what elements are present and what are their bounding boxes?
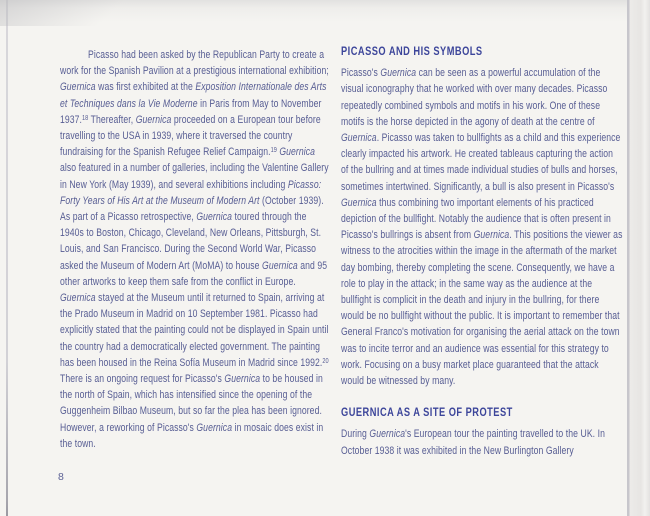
page-right-edge-margin	[627, 0, 650, 516]
section-heading-guernica-as-a-site-of-protest: GUERNICA AS A SITE OF PROTEST	[341, 406, 513, 420]
section-guernica-as-a-site-of-protest	[341, 405, 623, 459]
left-column-paragraph: Picasso had been asked by the Republican Party to create a work for the Spanish Pavilion at a prestigious international exhibition; Guernica was first exhibited at the Exposition Internationale des Arts et Techniques dans la Vie Moderne in Paris from May to November 1937.18 Thereafter, Guernica proceeded on a European tour before travelling to the USA in 1939, where it traversed the country fundraising for the Spanish Refugee Relief Campaign.$^{19}$ Guernica also featured in a number of galleries, including the Valentine Gallery in New York (May 1939), and several exhibitions including Picasso: Forty Years of His Art at the Museum of Modern Art (October 1939). As part of a Picasso retrospective, Guernica toured through the 1940s to Boston, Chicago, Cleveland, New Orleans, Pittsburgh, St. Louis, and San Francisco. During the Second World War, Picasso asked the Museum of Modern Art (MoMA) to house Guernica and 95 other artworks to keep them safe from the conflict in Europe. Guernica stayed at the Museum until it returned to Spain, arriving at the Prado Museum in Madrid on 10 September 1981. Picasso had explicitly stated that the painting could not be displayed in Spain until the country had a democratically elected government. The painting has been housed in the Reina Sofía Museum in Madrid since 1992.20 There is an ongoing request for Picasso's Guernica to be housed in the north of Spain, which has intensified since the opening of the Guggenheim Bilbao Museum, but so far the plea has been ignored. However, a reworking of Picasso's Guernica in mosaic does exist in the town.	[60, 49, 329, 450]
scan-top-shadow	[0, 0, 627, 26]
section-body-guernica-as-a-site-of-protest: During Guernica's European tour the painting travelled to the UK. In October 1938 it was exhibited in the New Burlington Gallery	[341, 428, 605, 457]
page-number: 8	[58, 471, 64, 483]
section-body-picasso-and-his-symbols: Picasso's Guernica can be seen as a powerful accumulation of the visual iconography that he worked with over many decades. Picasso repeatedly combined symbols and motifs in his work. One of these motifs is the horse depicted in the agony of death at the centre of Guernica. Picasso was taken to bullfights as a child and this experience clearly impacted his artwork. He created tableaus capturing the action of the bullring and at times made individual studies of bulls and horses, sometimes intertwined. Significantly, a bull is also present in Picasso's Guernica thus combining two important elements of his practiced depiction of the bullfight. Notably the audience that is often present in Picasso's bullrings is absent from Guernica. This positions the viewer as witness to the atrocities within the image in the aftermath of the market day bombing, thereby completing the scene. Consequently, we have a role to play in the attack; in the same way as the audience at the bullfight is complicit in the death and injury in the bullring, for there would be no bullfight without the public. It is important to remember that General Franco's motivation for organising the aerial attack on the town was to incite terror and an audience was essential for this strategy to work. Focusing on a busy market place guaranteed that the attack would be witnessed by many.	[341, 67, 623, 388]
page-left-edge-line	[6, 0, 8, 516]
section-picasso-and-his-symbols	[341, 44, 623, 389]
left-text-column	[60, 47, 332, 452]
section-heading-picasso-and-his-symbols: PICASSO AND HIS SYMBOLS	[341, 45, 483, 58]
right-text-column	[341, 44, 623, 459]
